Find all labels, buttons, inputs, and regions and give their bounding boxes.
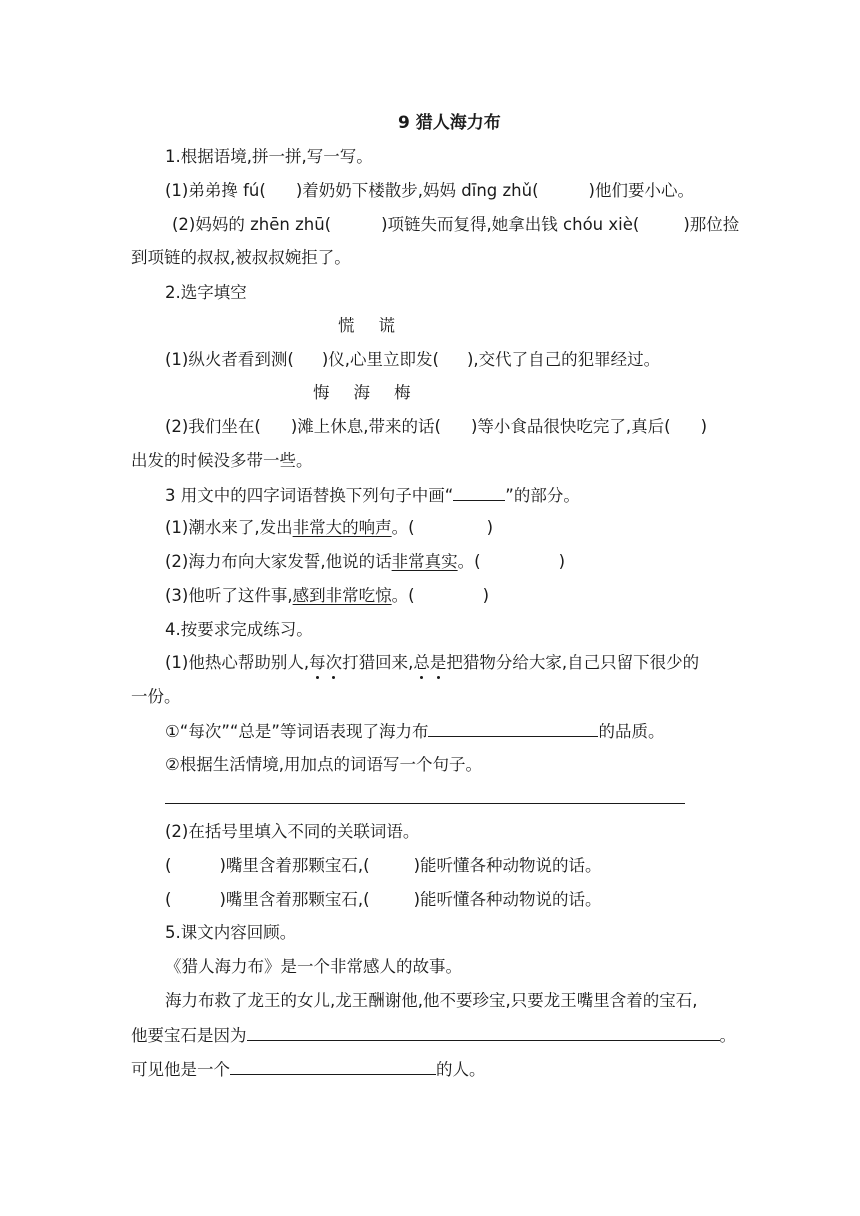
q5-line-1: 《猎人海力布》是一个非常感人的故事。 — [165, 957, 462, 976]
q1-line3: 到项链的叔叔,被叔叔婉拒了。 — [131, 248, 351, 267]
q2-sentence-2-cont: 出发的时候没多带一些。 — [131, 451, 313, 470]
q1-line2: (2)妈妈的 zhēn zhū( )项链失而复得,她拿出钱 chóu xiè( )那位捡 — [172, 215, 740, 234]
q2-sentence-2: (2)我们坐在( )滩上休息,带来的话( )等小食品很快吃完了,真后( ) — [165, 417, 707, 436]
answer-blank[interactable] — [230, 1058, 436, 1075]
q2-char-set-2: 悔 海 梅 — [313, 383, 411, 402]
q4-row-2: ( )嘴里含着那颗宝石,( )能听懂各种动物说的话。 — [165, 890, 602, 909]
q5-line-4: 可见他是一个 的人。 — [131, 1060, 486, 1079]
answer-blank[interactable] — [428, 720, 598, 737]
underline-sample — [453, 484, 505, 501]
q4-passage-cont: 一份。 — [131, 687, 181, 706]
q2-char-set-1: 慌 谎 — [338, 316, 395, 335]
q1-line1: (1)弟弟搀 fú( )着奶奶下楼散步,妈妈 dīng zhǔ( )他们要小心。 — [165, 181, 694, 200]
q4-part-2: (2)在括号里填入不同的关联词语。 — [165, 822, 420, 841]
q1-heading: 1.根据语境,拼一拼,写一写。 — [165, 147, 373, 166]
page-title: 9 猎人海力布 — [398, 113, 501, 133]
answer-blank[interactable] — [247, 1024, 720, 1041]
q2-heading: 2.选字填空 — [165, 283, 247, 302]
q5-heading: 5.课文内容回顾。 — [165, 923, 297, 942]
q3-item-1: (1)潮水来了,发出非常大的响声。( ) — [165, 518, 493, 537]
q3-item-2: (2)海力布向大家发誓,他说的话非常真实。( ) — [165, 552, 565, 571]
q4-sub-2: ②根据生活情境,用加点的词语写一个句子。 — [165, 755, 483, 774]
q3-item-3: (3)他听了这件事,感到非常吃惊。( ) — [165, 586, 489, 605]
answer-line[interactable] — [165, 803, 685, 804]
q5-line-3: 他要宝石是因为 。 — [131, 1026, 736, 1045]
q4-sub-1: ①“每次”“总是”等词语表现了海力布 的品质。 — [165, 722, 665, 741]
q2-sentence-1: (1)纵火者看到测( )仪,心里立即发( ),交代了自己的犯罪经过。 — [165, 350, 661, 369]
q3-heading: 3 用文中的四字词语替换下列句子中画“ ”的部分。 — [165, 486, 580, 505]
q4-passage: (1)他热心帮助别人,每次打猎回来,总是把猎物分给大家,自己只留下很少的 — [165, 653, 700, 672]
q4-row-1: ( )嘴里含着那颗宝石,( )能听懂各种动物说的话。 — [165, 856, 602, 875]
q4-heading: 4.按要求完成练习。 — [165, 620, 313, 639]
q5-line-2: 海力布救了龙王的女儿,龙王酬谢他,他不要珍宝,只要龙王嘴里含着的宝石, — [165, 991, 698, 1010]
